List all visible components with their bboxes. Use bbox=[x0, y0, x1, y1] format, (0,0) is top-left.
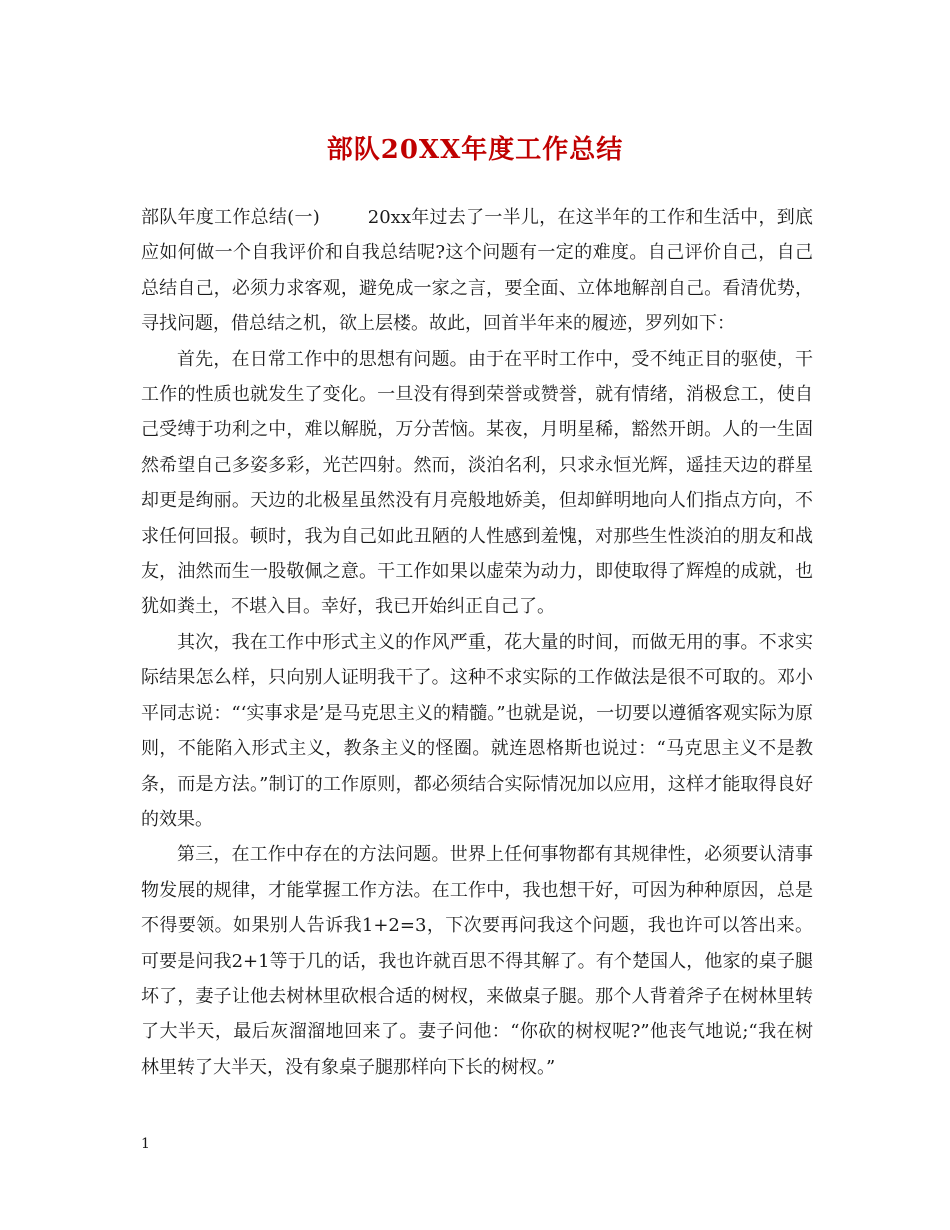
paragraph: 首先，在日常工作中的思想有问题。由于在平时工作中，受不纯正目的驱使，干工作的性质也就发生了变化。一旦没有得到荣誉或赞誉，就有情绪，消极怠工，使自己受缚于功利之中，难以解脱，万分苦恼。某夜，月明星稀，豁然开朗。人的一生固然希望自己多姿多彩，光芒四射。然而，淡泊名利，只求永恒光辉，遥挂天边的群星却更是绚丽。天边的北极星虽然没有月亮般地娇美，但却鲜明地向人们指点方向，不求任何回报。顿时，我为自己如此丑陋的人性感到羞愧，对那些生性淡泊的朋友和战友，油然而生一股敬佩之意。干工作如果以虚荣为动力，即使取得了辉煌的成就，也犹如粪土，不堪入目。幸好，我已开始纠正自己了。 bbox=[141, 348, 813, 618]
paragraph-intro bbox=[141, 200, 813, 342]
intro-label: 部队年度工作总结(一) bbox=[141, 207, 320, 228]
paragraph: 其次，我在工作中形式主义的作风严重，花大量的时间，而做无用的事。不求实际结果怎么样，只向别人证明我干了。这种不求实际的工作做法是很不可取的。邓小平同志说：“‘实事求是’是马克思主义的精髓。”也就是说，一切要以遵循客观实际为原则，不能陷入形式主义，教条主义的怪圈。就连恩格斯也说过：“马克思主义不是教条，而是方法。”制订的工作原则，都必须结合实际情况加以应用，这样才能取得良好的效果。 bbox=[141, 631, 813, 830]
document-body bbox=[141, 200, 813, 1085]
document-title: 部队20XX年度工作总结 bbox=[326, 135, 624, 165]
page-number: 1 bbox=[141, 1136, 150, 1152]
paragraph-text: 20xx年过去了一半儿，在这半年的工作和生活中，到底应如何做一个自我评价和自我总结呢?这个问题有一定的难度。自己评价自己，自己总结自己，必须力求客观，避免成一家之言，要全面、立体地解剖自己。看清优势，寻找问题，借总结之机，欲上层楼。故此，回首半年来的履迹，罗列如下： bbox=[141, 207, 813, 335]
paragraph: 第三，在工作中存在的方法问题。世界上任何事物都有其规律性，必须要认清事物发展的规律，才能掌握工作方法。在工作中，我也想干好，可因为种种原因，总是不得要领。如果别人告诉我1+2=3，下次要再问我这个问题，我也许可以答出来。可要是问我2+1等于几的话，我也许就百思不得其解了。有个楚国人，他家的桌子腿坏了，妻子让他去树林里砍根合适的树杈，来做桌子腿。那个人背着斧子在树林里转了大半天，最后灰溜溜地回来了。妻子问他：“你砍的树杈呢?”他丧气地说;“我在树林里转了大半天，没有象桌子腿那样向下长的树杈。” bbox=[141, 844, 813, 1078]
